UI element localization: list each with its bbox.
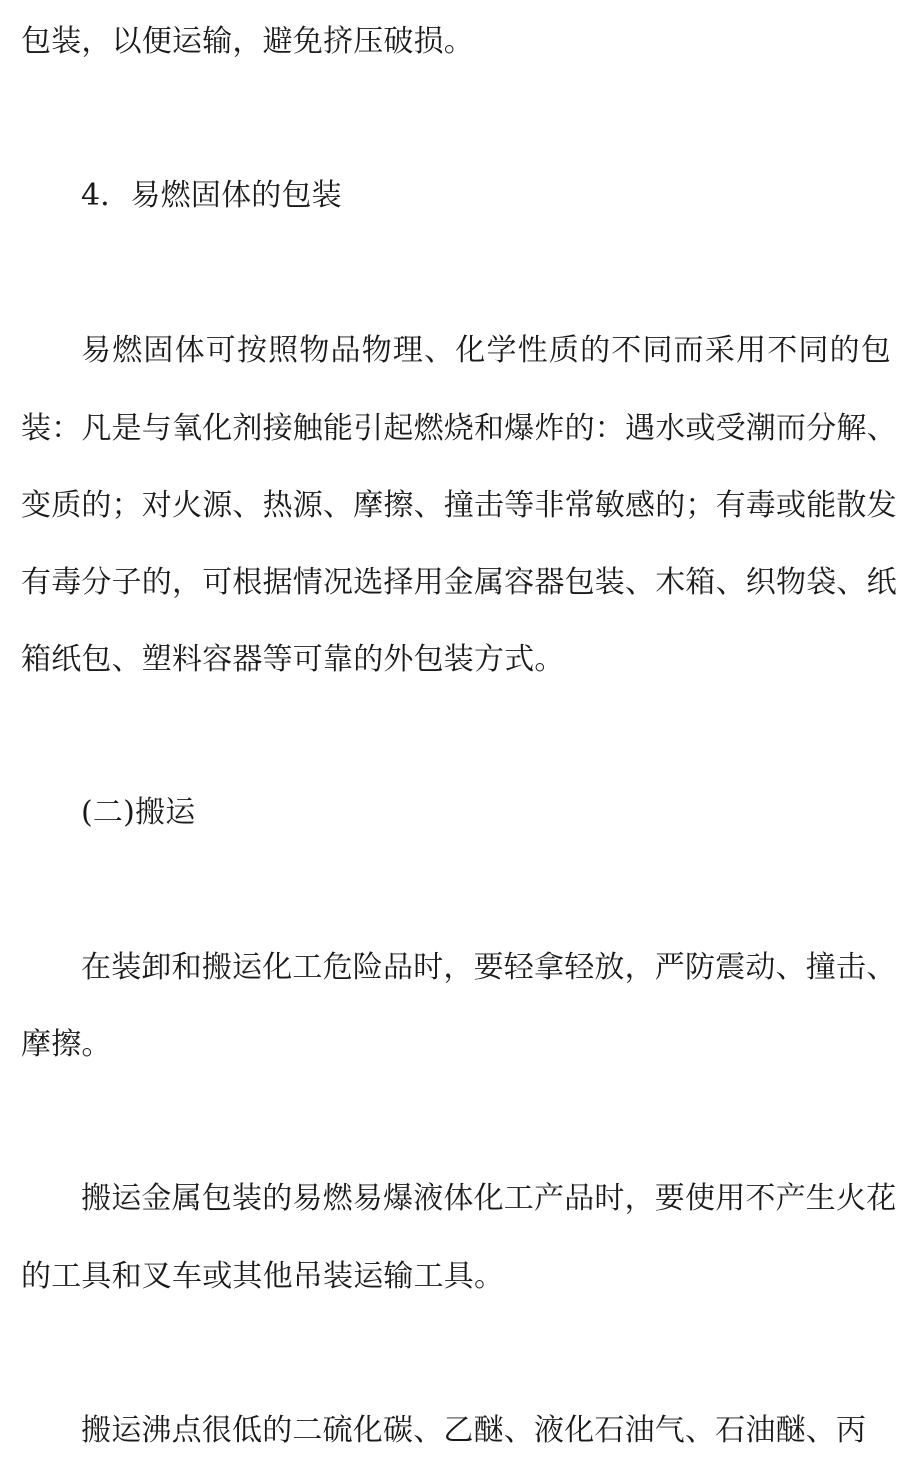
paragraph-line bbox=[81, 1411, 913, 1451]
paragraph-line bbox=[21, 486, 901, 526]
paragraph-line bbox=[81, 1179, 913, 1219]
paragraph-line bbox=[21, 409, 901, 449]
paragraph-line-text: 搬运沸点很低的二硫化碳、乙醚、液化石油气、石油醚、丙 bbox=[81, 1413, 867, 1448]
paragraph-line bbox=[81, 331, 913, 371]
paragraph-line-text: 装：凡是与氧化剂接触能引起燃烧和爆炸的：遇水或受潮而分解、 bbox=[21, 411, 897, 446]
paragraph-line-text: 搬运金属包装的易燃易爆液体化工产品时，要使用不产生火花 bbox=[81, 1181, 897, 1216]
section-heading: (二)搬运 bbox=[81, 795, 196, 830]
paragraph-line-text: 变质的；对火源、热源、摩擦、撞击等非常敏感的；有毒或能散发 bbox=[21, 488, 897, 523]
paragraph-line: 箱纸包、塑料容器等可靠的外包装方式。 bbox=[21, 642, 565, 677]
paragraph-line-text: 易燃固体可按照物品物理、化学性质的不同而采用不同的包 bbox=[81, 333, 891, 368]
paragraph-line bbox=[81, 948, 913, 988]
paragraph-line-text: 有毒分子的，可根据情况选择用金属容器包装、木箱、织物袋、纸 bbox=[21, 565, 897, 600]
section-heading: 4．易燃固体的包装 bbox=[81, 178, 342, 213]
paragraph-line: 的工具和叉车或其他吊装运输工具。 bbox=[21, 1259, 505, 1294]
paragraph-line-text: 在装卸和搬运化工危险品时，要轻拿轻放，严防震动、撞击、 bbox=[81, 950, 897, 985]
text-line: 包装，以便运输，避免挤压破损。 bbox=[21, 24, 474, 59]
paragraph-line: 摩擦。 bbox=[21, 1027, 112, 1062]
paragraph-line bbox=[21, 563, 901, 603]
